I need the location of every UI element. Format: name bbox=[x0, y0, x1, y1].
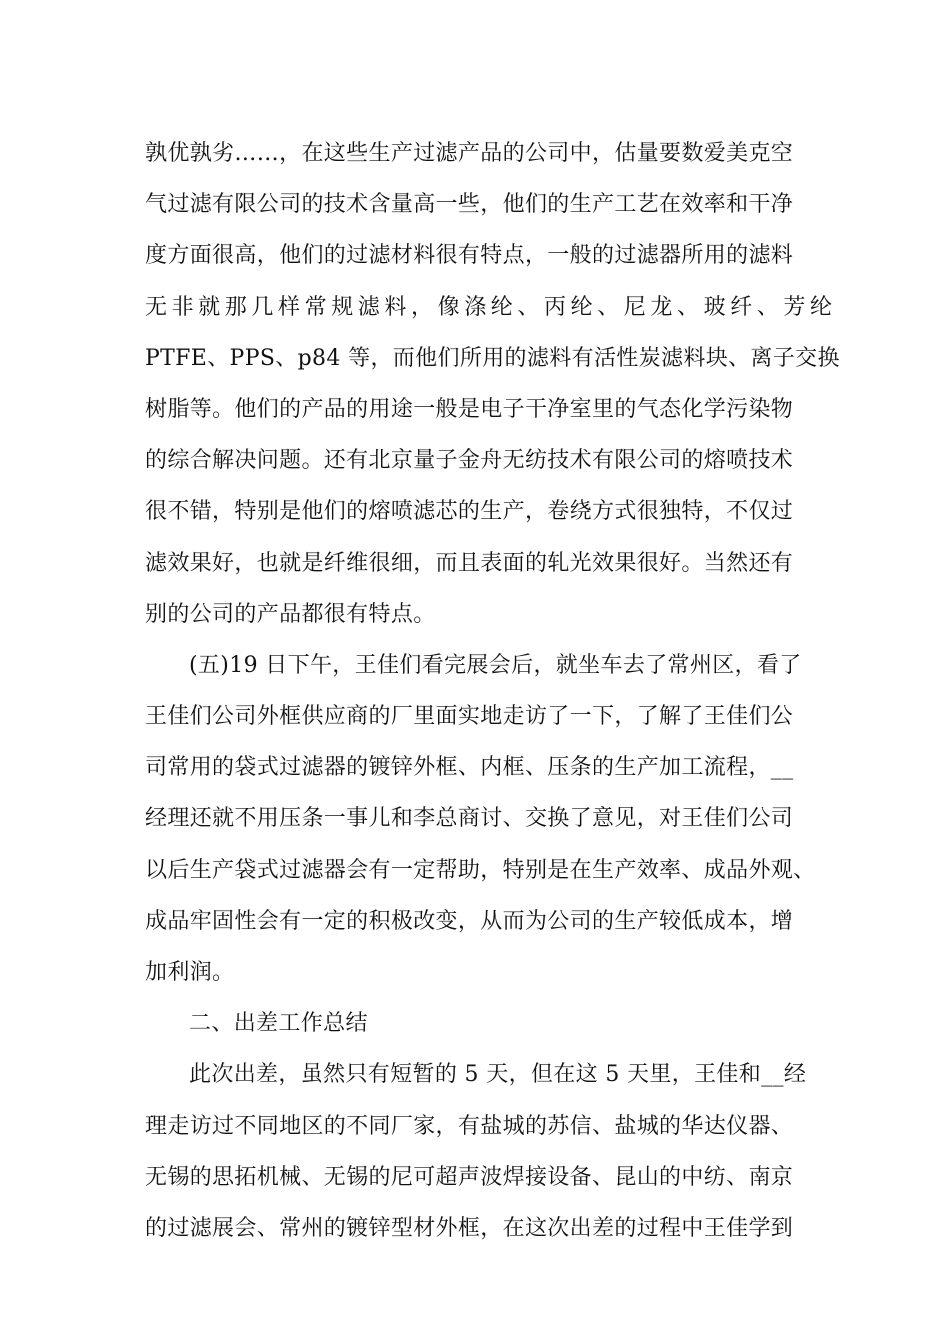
text-line: 司常用的袋式过滤器的镀锌外框、内框、压条的生产加工流程，__ bbox=[145, 755, 794, 781]
text-line: 气过滤有限公司的技术含量高一些，他们的生产工艺在效率和干净 bbox=[145, 192, 794, 218]
text-line: 树脂等。他们的产品的用途一般是电子干净室里的气态化学污染物 bbox=[145, 396, 794, 422]
text-line: 滤效果好，也就是纤维很细，而且表面的轧光效果很好。当然还有 bbox=[145, 550, 794, 576]
text-line: 王佳们公司外框供应商的厂里面实地走访了一下，了解了王佳们公 bbox=[145, 704, 794, 730]
text-line: 的综合解决问题。还有北京量子金舟无纺技术有限公司的熔喷技术 bbox=[145, 448, 794, 474]
paragraph-start-line: (五)19 日下午，王佳们看完展会后，就坐车去了常州区，看了 bbox=[189, 652, 802, 678]
text-line: 很不错，特别是他们的熔喷滤芯的生产，卷绕方式很独特，不仅过 bbox=[145, 499, 794, 525]
text-line: 理走访过不同地区的不同厂家，有盐城的苏信、盐城的华达仪器、 bbox=[145, 1113, 794, 1139]
text-line: 经理还就不用压条一事儿和李总商讨、交换了意见，对王佳们公司 bbox=[145, 806, 794, 832]
text-line: 以后生产袋式过滤器会有一定帮助，特别是在生产效率、成品外观、 bbox=[145, 857, 816, 883]
text-line: 加利润。 bbox=[145, 960, 235, 985]
section-heading: 二、出差工作总结 bbox=[189, 1011, 368, 1037]
text-line: 孰优孰劣……，在这些生产过滤产品的公司中，估量要数爱美克空 bbox=[145, 141, 794, 166]
body-text bbox=[145, 128, 840, 1254]
paragraph-start-line: 此次出差，虽然只有短暂的 5 天，但在这 5 天里，王佳和__经 bbox=[189, 1062, 807, 1088]
text-line: 的过滤展会、常州的镀锌型材外框，在这次出差的过程中王佳学到 bbox=[145, 1215, 794, 1241]
text-line: 别的公司的产品都很有特点。 bbox=[145, 601, 436, 627]
text-line: 无非就那几样常规滤料，像涤纶、丙纶、尼龙、玻纤、芳纶 bbox=[145, 294, 837, 320]
text-line: PTFE、PPS、p84 等，而他们所用的滤料有活性炭滤料块、离子交换 bbox=[145, 345, 840, 371]
text-line: 成品牢固性会有一定的积极改变，从而为公司的生产较低成本，增 bbox=[145, 908, 794, 934]
text-line: 无锡的思拓机械、无锡的尼可超声波焊接设备、昆山的中纺、南京 bbox=[145, 1164, 794, 1190]
text-line: 度方面很高，他们的过滤材料很有特点，一般的过滤器所用的滤料 bbox=[145, 243, 794, 269]
